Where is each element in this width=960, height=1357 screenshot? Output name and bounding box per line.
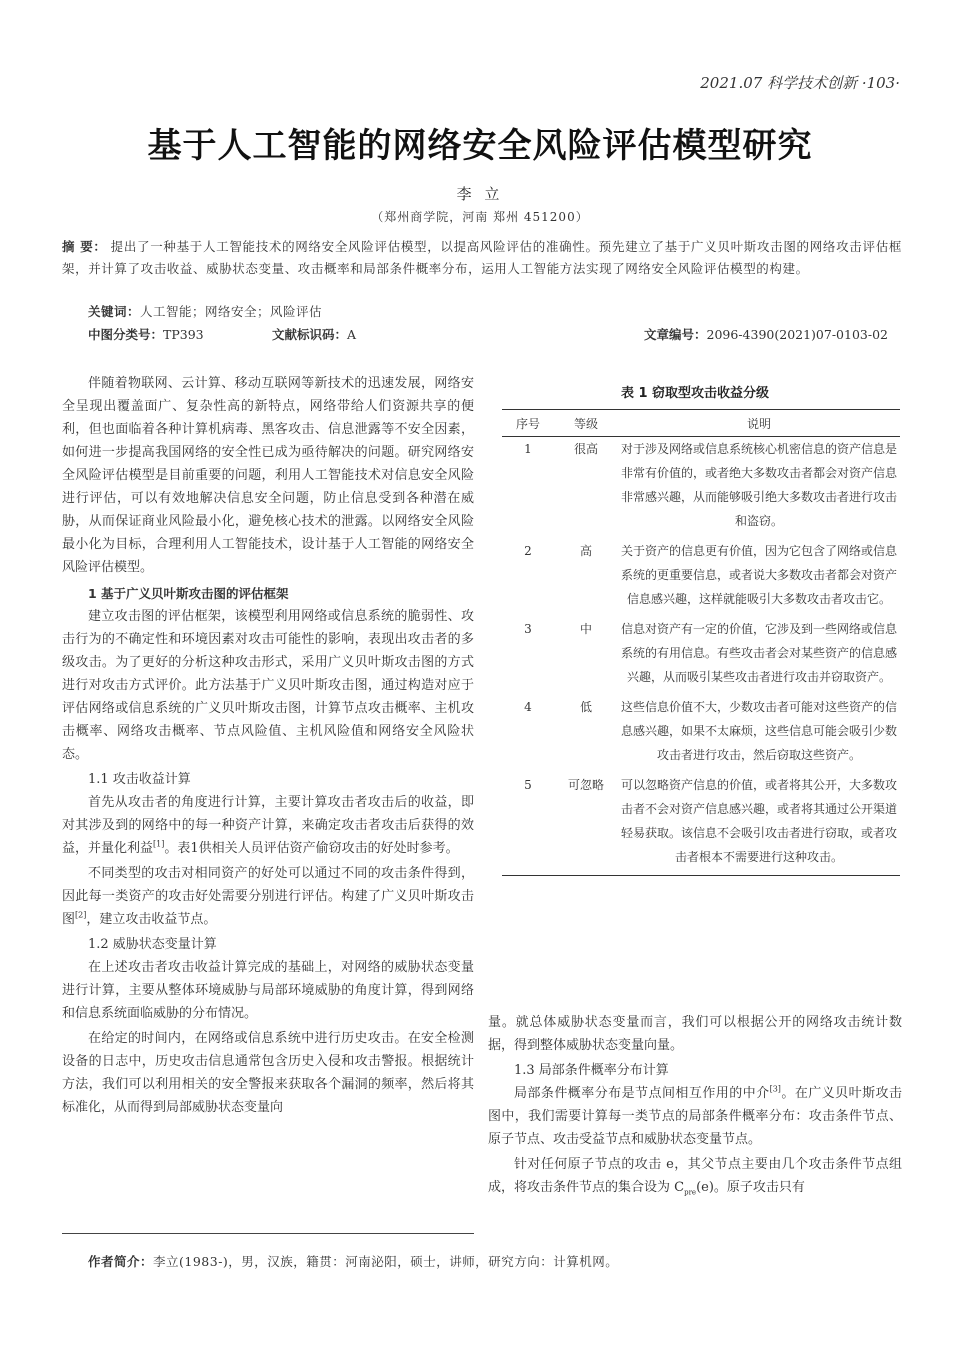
right-column [488, 1011, 902, 1205]
section-1-1-heading: 1.1 攻击收益计算 [88, 772, 191, 787]
table-header-desc: 说明 [618, 410, 900, 437]
abstract-text: 提出了一种基于人工智能技术的网络安全风险评估模型，以提高风险评估的准确性。预先建立了基于广义贝叶斯攻击图的网络攻击评估框架，并计算了攻击收益、威胁状态变量、攻击概率和局部条件概率分布，运用人工智能方法实现了网络安全风险评估模型的构建。 [62, 239, 902, 276]
attack-benefit-table [502, 409, 900, 876]
keywords [88, 302, 322, 320]
keywords-text: 人工智能；网络安全；风险评估 [140, 304, 323, 319]
footnote-text: 李立(1983-)，男，汉族，籍贯：河南泌阳，硕士，讲师，研究方向：计算机网。 [153, 1254, 619, 1269]
table-header-row [502, 410, 900, 437]
section-1-2-heading: 1.2 威胁状态变量计算 [88, 937, 217, 952]
intro-paragraph: 伴随着物联网、云计算、移动互联网等新技术的迅速发展，网络安全呈现出覆盖面广、复杂性高的新特点，网络带给人们资源共享的便利，但也面临着各种计算机病毒、黑客攻击、信息泄露等不安全因素，如何进一步提高我国网络的安全性已成为亟待解决的问题。研究网络安全风险评估模型是目前重要的问题，利用人工智能技术对信息安全风险进行评估，可以有效地解决信息安全问题，防止信息受到各种潜在威胁，从而保证商业风险最小化，避免核心技术的泄露。以网络安全风险最小化为目标，合理利用人工智能技术，设计基于人工智能的网络安全风险评估模型。 [62, 376, 474, 575]
table-row: 1 很高 对于涉及网络或信息系统核心机密信息的资产信息是非常有价值的，或者绝大多数攻击者都会对资产信息非常感兴趣，从而能够吸引绝大多数攻击者进行攻击和盗窃。 [524, 442, 897, 528]
citation-2: [2] [75, 910, 87, 920]
article-title: 基于人工智能的网络安全风险评估模型研究 [147, 126, 813, 166]
section-1-1-paragraph-2: 不同类型的攻击对相同资产的好处可以通过不同的攻击条件得到，因此每一类资产的攻击好处需要分别进行评估。构建了广义贝叶斯攻击图[2]，建立攻击收益节点。 [62, 866, 474, 927]
table-caption: 表 1 窃取型攻击收益分级 [620, 386, 770, 401]
continued-paragraph: 量。就总体威胁状态变量而言，我们可以根据公开的网络攻击统计数据，得到整体威胁状态变量向量。 [488, 1015, 902, 1053]
abstract-label: 摘 要： [62, 239, 107, 254]
section-1-3-paragraph-2: 针对任何原子节点的攻击 e，其父节点主要由几个攻击条件节点组成，将攻击条件节点的集合设为 $C_{pre}(e)$。原子攻击只有 [488, 1157, 902, 1197]
keywords-label: 关键词： [88, 304, 141, 319]
table-header-no: 序号 [502, 410, 554, 437]
table-row: 3 中 信息对资产有一定的价值，它涉及到一些网络或信息系统的有用信息。有些攻击者会对某些资产的信息感兴趣，从而吸引某些攻击者进行攻击并窃取资产。 [524, 622, 897, 684]
footnote-label: 作者简介： [88, 1254, 154, 1269]
clc-number: 中图分类号：TP393 [88, 327, 204, 342]
table-row: 5 可忽略 可以忽略资产信息的价值，或者将其公开，大多数攻击者不会对资产信息感兴趣，或者将其通过公开渠道轻易获取。该信息不会吸引攻击者进行窃取，或者攻击者根本不需要进行这种攻击。 [502, 773, 900, 876]
left-column [62, 372, 474, 1119]
table-row: 2 高 关于资产的信息更有价值，因为它包含了网络或信息系统的更重要信息，或者说大多数攻击者都会对资产信息感兴趣，这样就能吸引大多数攻击者攻击它。 [524, 544, 897, 606]
section-1-2-paragraph-1: 在上述攻击者攻击收益计算完成的基础上，对网络的威胁状态变量进行计算，主要从整体环境威胁与局部环境威胁的角度计算，得到网络和信息系统面临威胁的分布情况。 [62, 960, 474, 1021]
article-number: 文章编号：2096-4390(2021)07-0103-02 [644, 327, 888, 342]
document-code: 文献标识码：A [272, 327, 357, 342]
section-1-3-heading: 1.3 局部条件概率分布计算 [514, 1063, 669, 1078]
journal-header: 2021.07 科学技术创新 ·103· [700, 74, 900, 92]
citation-3: [3] [769, 1084, 781, 1094]
footnote-divider [62, 1233, 474, 1234]
author-name: 李 立 [456, 185, 504, 203]
author-affiliation: （郑州商学院，河南 郑州 451200） [371, 210, 589, 224]
section-1-heading: 1 基于广义贝叶斯攻击图的评估框架 [88, 586, 289, 601]
subscript-pre: pre [684, 1188, 697, 1197]
abstract [62, 236, 902, 280]
section-1-paragraph: 建立攻击图的评估框架，该模型利用网络或信息系统的脆弱性、攻击行为的不确定性和环境因素对攻击可能性的影响，表现出攻击者的多级攻击。为了更好的分析这种攻击形式，采用广义贝叶斯攻击图的方式进行对攻击方式评价。此方法基于广义贝叶斯攻击图，通过构造对应于评估网络或信息系统的广义贝叶斯攻击图，计算节点攻击概率、主机攻击概率、网络攻击概率、节点风险值、主机风险值和网络安全风险状态。 [62, 609, 474, 762]
author-bio-footnote [88, 1252, 618, 1270]
section-1-2-paragraph-2: 在给定的时间内，在网络或信息系统中进行历史攻击。在安全检测设备的日志中，历史攻击信息通常包含历史入侵和攻击警报。根据统计方法，我们可以利用相关的安全警报来获取各个漏洞的频率，然后将其标准化，从而得到局部威胁状态变量向 [62, 1031, 474, 1115]
section-1-1-paragraph-1: 首先从攻击者的角度进行计算，主要计算攻击者攻击后的收益，即对其涉及到的网络中的每一种资产计算，来确定攻击者攻击后获得的效益，并量化利益[1]。表1供相关人员评估资产偷窃攻击的好处时参考。 [62, 795, 474, 856]
table-header-level: 等级 [554, 410, 618, 437]
table-row: 4 低 这些信息价值不大，少数攻击者可能对这些资产的信息感兴趣，如果不太麻烦，这些信息可能会吸引少数攻击者进行攻击，然后窃取这些资产。 [524, 700, 897, 762]
citation-1: [1] [153, 839, 165, 849]
section-1-3-paragraph-1: 局部条件概率分布是节点间相互作用的中介[3]。在广义贝叶斯攻击图中，我们需要计算每一类节点的局部条件概率分布：攻击条件节点、原子节点、攻击受益节点和威胁状态变量节点。 [488, 1084, 902, 1147]
